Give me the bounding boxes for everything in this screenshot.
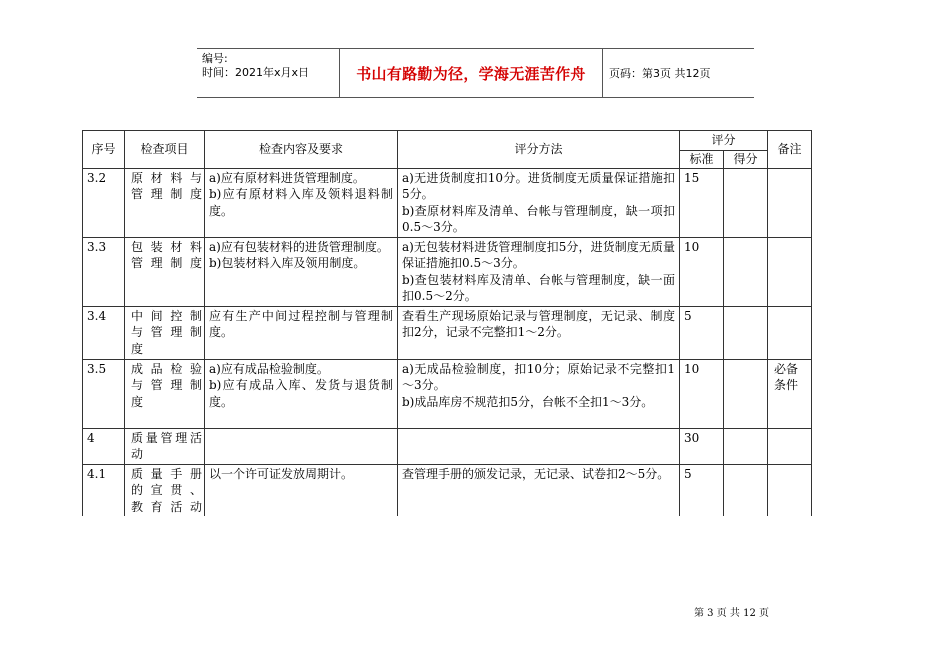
item-line: 质量手册 (131, 466, 202, 481)
method-line: b)查包装材料库及清单、台帐与管理制度，缺一面扣0.5～2分。 (402, 272, 675, 303)
content-line: b)包装材料入库及领用制度。 (209, 256, 366, 270)
header-content: 检查内容及要求 (205, 131, 398, 169)
item-line: 度 (131, 341, 144, 356)
item-line: 质量管理活 (131, 430, 202, 445)
number-label: 编号: (202, 52, 228, 65)
cell-obtained (724, 359, 768, 428)
content-line: 以一个许可证发放周期计。 (209, 466, 354, 481)
header-page-code: 页码：第3页 共12页 (609, 67, 711, 80)
header-standard: 标准 (680, 151, 724, 169)
cell-standard: 10 (680, 237, 724, 306)
cell-seq: 3.4 (83, 306, 125, 359)
cell-seq: 3.5 (83, 359, 125, 428)
cell-method (398, 306, 680, 359)
header-obtained: 得分 (724, 151, 768, 169)
cell-seq: 4 (83, 428, 125, 464)
content-line: b)应有原材料入库及领料退料制度。 (209, 187, 393, 218)
cell-content (205, 359, 398, 428)
cell-seq: 4.1 (83, 464, 125, 516)
method-line: a)无成品检验制度，扣10分；原始记录不完整扣1～3分。 (402, 361, 675, 392)
page-footer: 第 3 页 共 12 页 (694, 608, 769, 619)
header-meta (197, 49, 340, 97)
header-score: 评分 (680, 131, 768, 151)
cell-item (125, 428, 205, 464)
item-line: 与管理制 (131, 378, 202, 392)
cell-method (398, 359, 680, 428)
cell-seq: 3.3 (83, 237, 125, 306)
content-line: a)应有原材料进货管理制度。 (209, 170, 365, 185)
header-method: 评分方法 (398, 131, 680, 169)
item-line: 原材料与 (131, 170, 202, 185)
cell-method (398, 464, 680, 516)
item-line: 度 (131, 394, 144, 409)
table-body (83, 168, 812, 516)
cell-standard: 5 (680, 306, 724, 359)
cell-obtained (724, 464, 768, 516)
cell-content (205, 306, 398, 359)
item-line: 管理制度 (131, 187, 202, 201)
cell-obtained (724, 237, 768, 306)
method-line: b)查原材料库及清单、台帐与管理制度，缺一项扣0.5～3分。 (402, 203, 675, 234)
cell-item (125, 237, 205, 306)
item-line: 包装材料 (131, 239, 202, 254)
cell-content (205, 464, 398, 516)
cell-obtained (724, 168, 768, 237)
table-row (83, 359, 812, 428)
cell-standard: 10 (680, 359, 724, 428)
item-line: 中间控制 (131, 308, 202, 323)
table-row (83, 168, 812, 237)
inspection-table (82, 130, 812, 516)
method-line: 查管理手册的颁发记录，无记录、试卷扣2～5分。 (402, 466, 670, 481)
content-line: b)应有成品入库、发货与退货制度。 (209, 378, 393, 409)
cell-item (125, 306, 205, 359)
method-line: a)无进货制度扣10分。进货制度无质量保证措施扣5分。 (402, 170, 675, 201)
cell-standard: 30 (680, 428, 724, 464)
cell-method (398, 237, 680, 306)
document-header (197, 48, 754, 98)
method-line: a)无包装材料进货管理制度扣5分，进货制度无质量保证措施扣0.5～3分。 (402, 239, 675, 270)
header-seq: 序号 (83, 131, 125, 169)
item-line: 管理制度 (131, 256, 202, 270)
table-row (83, 464, 812, 516)
header-remark: 备注 (768, 131, 812, 169)
header-motto: 书山有路勤为径，学海无涯苦作舟 (340, 49, 603, 97)
content-line: 应有生产中间过程控制与管理制度。 (209, 308, 393, 339)
table-row (83, 428, 812, 464)
item-line: 与管理制 (131, 325, 202, 339)
cell-obtained (724, 306, 768, 359)
table-row (83, 237, 812, 306)
cell-item (125, 464, 205, 516)
cell-standard: 5 (680, 464, 724, 516)
cell-standard: 15 (680, 168, 724, 237)
cell-remark (768, 306, 812, 359)
cell-remark (768, 464, 812, 516)
method-line: 查看生产现场原始记录与管理制度，无记录、制度扣2分，记录不完整扣1～2分。 (402, 308, 675, 339)
cell-method (398, 428, 680, 464)
table-row (83, 306, 812, 359)
cell-remark (768, 168, 812, 237)
item-line: 成品检验 (131, 361, 202, 376)
cell-content (205, 237, 398, 306)
cell-item (125, 168, 205, 237)
cell-content (205, 168, 398, 237)
cell-content (205, 428, 398, 464)
content-line: a)应有成品检验制度。 (209, 361, 329, 376)
item-line: 动 (131, 447, 144, 461)
header-item: 检查项目 (125, 131, 205, 169)
item-line: 教育活动 (131, 499, 202, 514)
cell-remark (768, 428, 812, 464)
cell-seq: 3.2 (83, 168, 125, 237)
method-line: b)成品库房不规范扣5分，台帐不全扣1～3分。 (402, 394, 654, 409)
cell-remark: 必备条件 (768, 359, 812, 428)
item-line: 的宣贯、 (131, 483, 202, 497)
cell-method (398, 168, 680, 237)
cell-remark (768, 237, 812, 306)
content-line: a)应有包装材料的进货管理制度。 (209, 239, 389, 254)
time-label: 时间：2021年x月x日 (202, 66, 310, 79)
cell-item (125, 359, 205, 428)
cell-obtained (724, 428, 768, 464)
